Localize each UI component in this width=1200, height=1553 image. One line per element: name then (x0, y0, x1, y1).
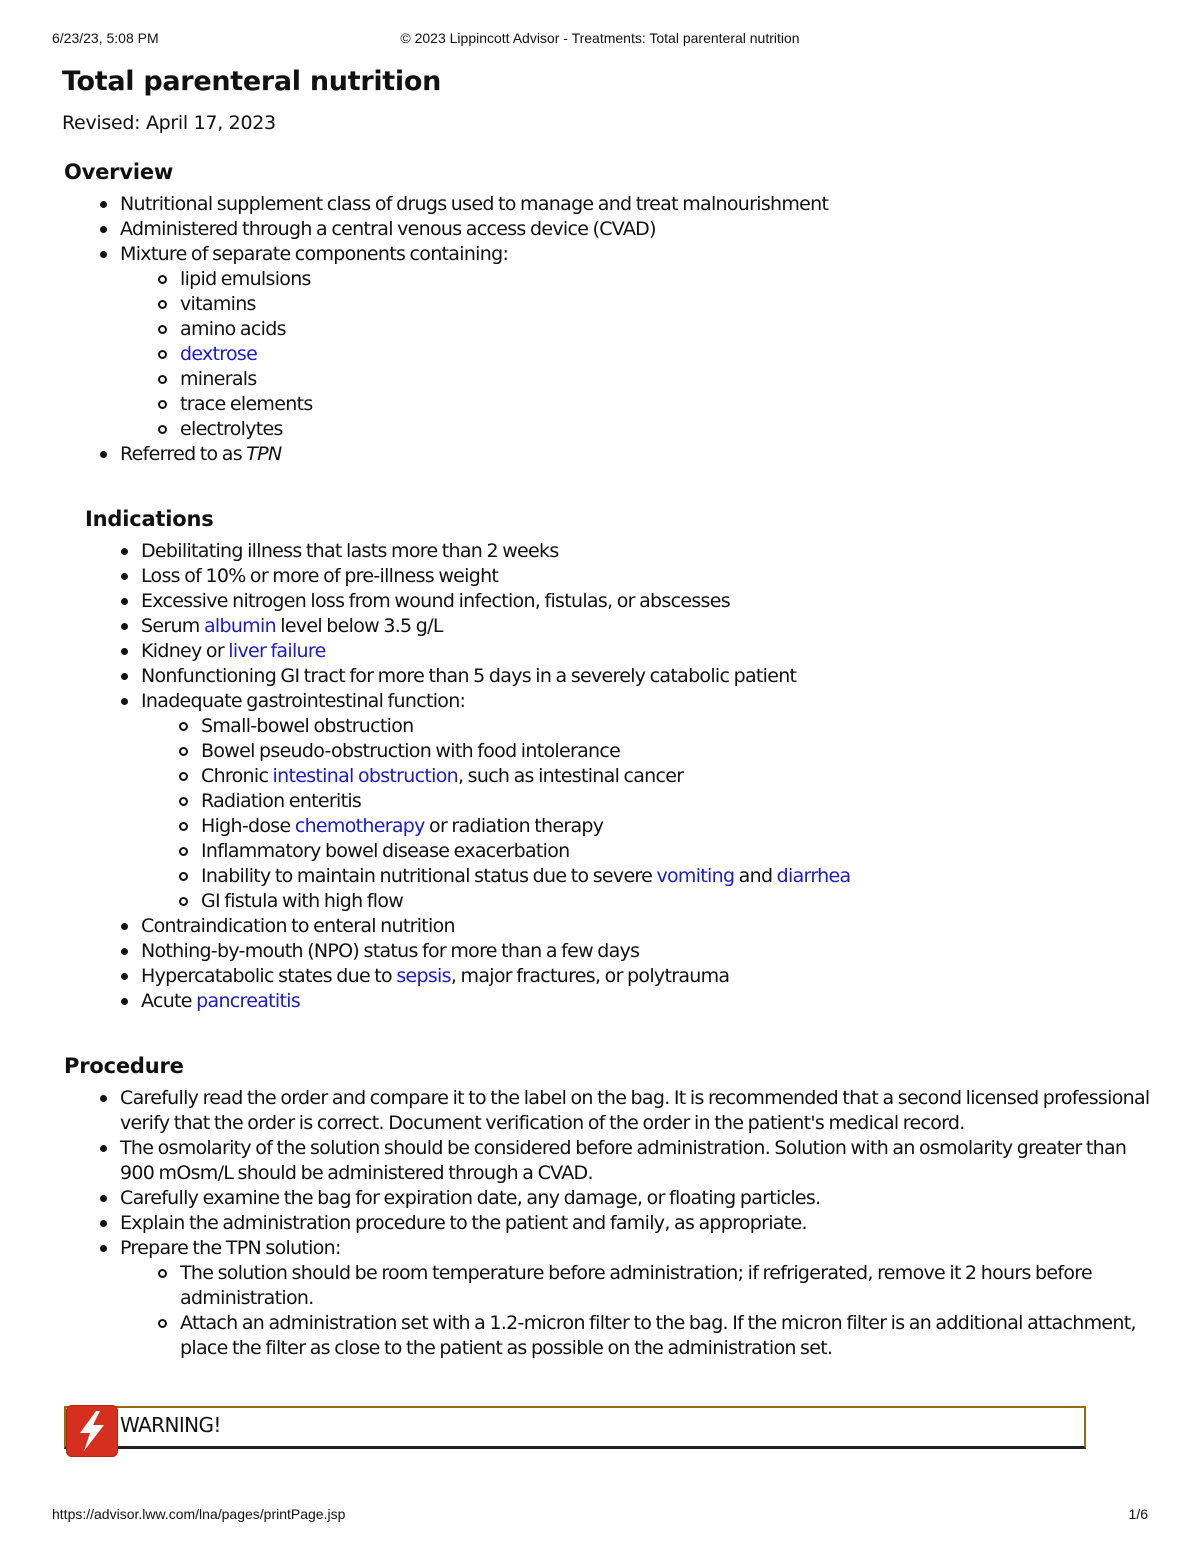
intestinal-obstruction-link[interactable]: intestinal obstruction (272, 765, 458, 787)
list-item-text: Acute (141, 990, 197, 1012)
list-item: Carefully read the order and compare it to the label on the bag. It is recommended that a second licensed professional verify that the order is correct. Document verification of the order in the patient's medical record. (120, 1086, 1152, 1136)
print-header (52, 30, 1148, 50)
list-item: Contraindication to enteral nutrition (141, 914, 1152, 939)
list-item-text: Prepare the TPN solution: (120, 1237, 341, 1259)
list-item-text: , such as intestinal cancer (457, 765, 684, 787)
list-item: GI fistula with high flow (201, 889, 1152, 914)
chemotherapy-link[interactable]: chemotherapy (294, 815, 425, 837)
list-item: Loss of 10% or more of pre-illness weight (141, 564, 1152, 589)
list-item-text: , major fractures, or polytrauma (450, 965, 730, 987)
list-item (201, 764, 1152, 789)
list-item: Carefully examine the bag for expiration date, any damage, or floating particles. (120, 1186, 1152, 1211)
procedure-section (62, 1052, 1152, 1361)
list-item: electrolytes (180, 417, 1152, 442)
list-item-text: Serum (141, 615, 204, 637)
list-item (141, 639, 1152, 664)
list-item: minerals (180, 367, 1152, 392)
page-title: Total parenteral nutrition (62, 66, 442, 97)
list-item: Explain the administration procedure to the patient and family, as appropriate. (120, 1211, 1152, 1236)
revised-date: Revised: April 17, 2023 (62, 112, 276, 134)
diarrhea-link[interactable]: diarrhea (776, 865, 851, 887)
warning-label: WARNING! (120, 1413, 221, 1437)
indications-list (141, 539, 1152, 1014)
dextrose-link[interactable]: dextrose (180, 343, 258, 365)
tpn-abbreviation: TPN (246, 443, 282, 465)
list-item (201, 814, 1152, 839)
overview-section (62, 158, 1152, 467)
list-item: Bowel pseudo-obstruction with food intolerance (201, 739, 1152, 764)
list-item: Attach an administration set with a 1.2-micron filter to the bag. If the micron filter is an additional attachment, place the filter as close to the patient as possible on the administration set. (180, 1311, 1152, 1361)
list-item (141, 614, 1152, 639)
list-item-text: Kidney or (141, 640, 229, 662)
procedure-heading: Procedure (64, 1054, 184, 1078)
list-item: vitamins (180, 292, 1152, 317)
list-item-text: Referred to as (120, 443, 247, 465)
list-item-text: Inability to maintain nutritional status due to severe (201, 865, 657, 887)
procedure-list (120, 1086, 1152, 1361)
list-item: Nutritional supplement class of drugs used to manage and treat malnourishment (120, 192, 1152, 217)
list-item: Small-bowel obstruction (201, 714, 1152, 739)
list-item: The osmolarity of the solution should be considered before administration. Solution with an osmolarity greater than 900 mOsm/L should be administered through a CVAD. (120, 1136, 1152, 1186)
list-item (120, 242, 1152, 442)
lightning-bolt-icon (66, 1405, 118, 1457)
albumin-link[interactable]: albumin (203, 615, 276, 637)
print-datetime: 6/23/23, 5:08 PM (52, 30, 159, 46)
indications-heading: Indications (85, 507, 214, 531)
list-item-text: and (734, 865, 777, 887)
list-item: Debilitating illness that lasts more than 2 weeks (141, 539, 1152, 564)
lightning-bolt-glyph (72, 1409, 112, 1453)
list-item: The solution should be room temperature before administration; if refrigerated, remove it 2 hours before administration. (180, 1261, 1152, 1311)
list-item (141, 964, 1152, 989)
components-list (180, 267, 1152, 442)
list-item: Nothing-by-mouth (NPO) status for more than a few days (141, 939, 1152, 964)
list-item: Inflammatory bowel disease exacerbation (201, 839, 1152, 864)
list-item-text: or radiation therapy (424, 815, 604, 837)
list-item-text: Hypercatabolic states due to (141, 965, 397, 987)
list-item (201, 864, 1152, 889)
overview-list (120, 192, 1152, 467)
prep-list (180, 1261, 1152, 1361)
pancreatitis-link[interactable]: pancreatitis (196, 990, 301, 1012)
document-content (62, 64, 1152, 1361)
vomiting-link[interactable]: vomiting (656, 865, 735, 887)
list-item (141, 689, 1152, 914)
liver-failure-link[interactable]: liver failure (228, 640, 326, 662)
print-url: https://advisor.lww.com/lna/pages/printPage.jsp (52, 1506, 346, 1522)
print-footer (52, 1506, 1148, 1526)
list-item-text: Mixture of separate components containing: (120, 243, 509, 265)
list-item: Radiation enteritis (201, 789, 1152, 814)
list-item: trace elements (180, 392, 1152, 417)
list-item: Excessive nitrogen loss from wound infection, fistulas, or abscesses (141, 589, 1152, 614)
overview-heading: Overview (64, 160, 174, 184)
list-item (120, 1236, 1152, 1361)
list-item: amino acids (180, 317, 1152, 342)
indications-section (62, 505, 1152, 1014)
print-title: © 2023 Lippincott Advisor - Treatments: Total parenteral nutrition (400, 30, 800, 46)
list-item (120, 442, 1152, 467)
list-item-text: Inadequate gastrointestinal function: (141, 690, 466, 712)
list-item: Administered through a central venous access device (CVAD) (120, 217, 1152, 242)
list-item: Nonfunctioning GI tract for more than 5 days in a severely catabolic patient (141, 664, 1152, 689)
page-number: 1/6 (1128, 1506, 1148, 1522)
sepsis-link[interactable]: sepsis (396, 965, 451, 987)
list-item: lipid emulsions (180, 267, 1152, 292)
gi-function-list (201, 714, 1152, 914)
list-item (180, 342, 1152, 367)
list-item (141, 989, 1152, 1014)
list-item-text: High-dose (201, 815, 295, 837)
list-item-text: level below 3.5 g/L (275, 615, 443, 637)
list-item-text: Chronic (201, 765, 273, 787)
